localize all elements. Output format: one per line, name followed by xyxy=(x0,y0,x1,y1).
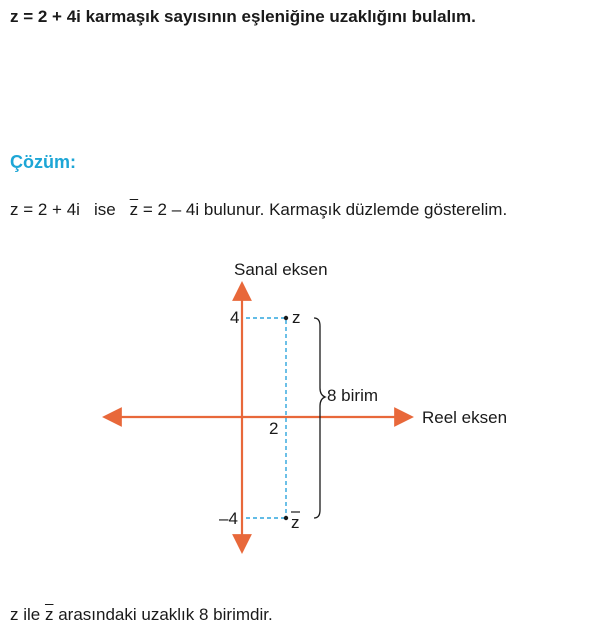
imaginary-axis-label: Sanal eksen xyxy=(234,260,328,279)
conjugate-symbol: $\overline{z}$ xyxy=(129,200,139,219)
point-zbar-label: z xyxy=(291,513,300,532)
tick-label-4: 4 xyxy=(230,308,240,327)
conclusion-part1: z ile xyxy=(10,605,41,624)
distance-label: 8 birim xyxy=(327,386,379,405)
solution-conjugate-expression: = 2 – 4i bulunur. Karmaşık düzlemde gösterelim. xyxy=(142,200,508,219)
point-z xyxy=(284,316,288,320)
conclusion-line xyxy=(10,605,273,625)
point-zbar xyxy=(284,516,288,520)
solution-heading: Çözüm: xyxy=(10,152,76,172)
conclusion-conjugate-symbol: $\overline{z}$ xyxy=(44,605,54,624)
tick-label-2: 2 xyxy=(269,419,279,438)
solution-ise: ise xyxy=(93,200,116,219)
conclusion-part2: arasındaki uzaklık 8 birimdir. xyxy=(58,605,273,624)
tick-label-minus-4: –4 xyxy=(219,509,238,528)
problem-statement: z = 2 + 4i karmaşık sayısının eşleniğine uzaklığını bulalım. xyxy=(10,7,476,26)
real-axis-label: Reel eksen xyxy=(422,408,508,427)
solution-z-expression: z = 2 + 4i xyxy=(10,200,80,219)
point-z-label: z xyxy=(292,308,301,327)
